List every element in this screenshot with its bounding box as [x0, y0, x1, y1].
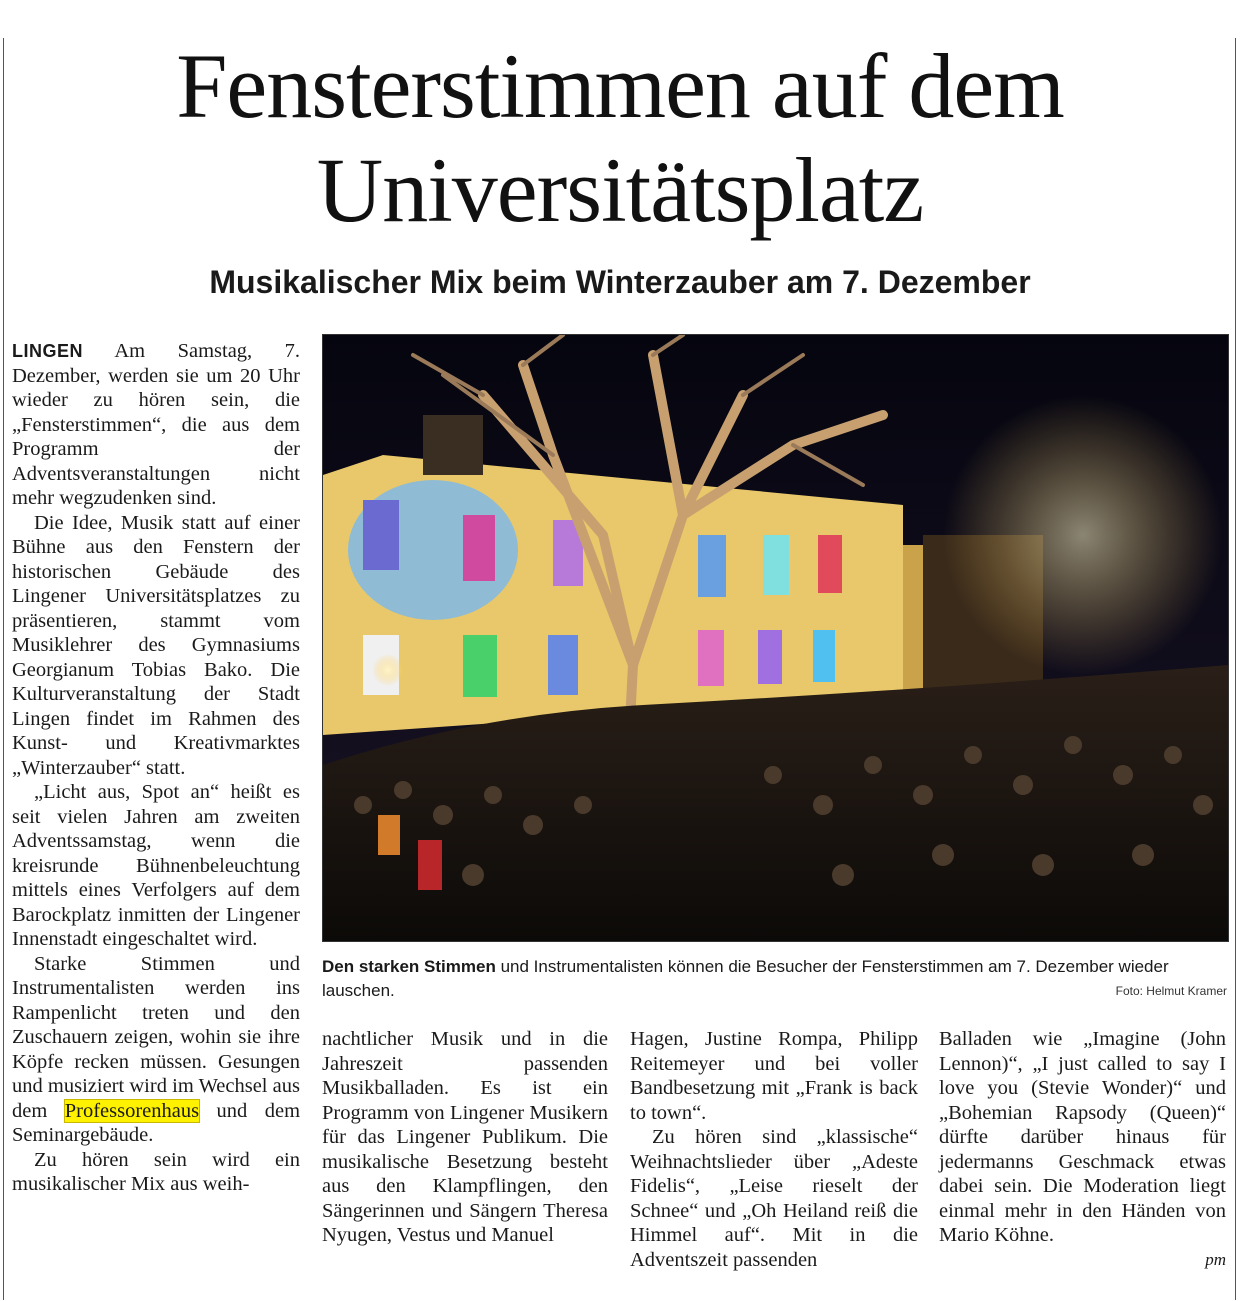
window-5	[763, 535, 789, 595]
paragraph-voices	[12, 952, 300, 1148]
window-10	[698, 630, 724, 686]
photo-credit: Foto: Helmut Kramer	[1115, 984, 1227, 998]
window-8	[463, 635, 497, 697]
text-column-3	[630, 1027, 918, 1272]
window-12	[813, 630, 835, 682]
paragraph-ballads: Balladen wie „Imagine (John Lennon)“, „I just called to say I love you (Stevie Wonder)“ und „Bohemian Rapsody (Queen)“ dürfte darüber hinaus für jedermanns Geschmack etwas dabei sein. Die Moderation liegt einmal mehr in den Händen von Mario Köhne.	[939, 1028, 1226, 1246]
paragraph-voices-end: und dem Seminargebäude.	[12, 1099, 301, 1146]
page-border-right	[1235, 38, 1236, 1300]
headline-line-1: Fensterstimmen auf dem	[176, 35, 1064, 137]
highlighted-word: Professorenhaus	[64, 1099, 200, 1122]
window-1	[363, 500, 399, 570]
paragraph-intro-text: Am Samstag, 7. Dezember, werden sie um 20 Uhr wieder zu hören sein, die „Fensterstimmen“, die aus dem Programm der Adventsveranstaltungen nicht mehr wegzudenken sind.	[12, 340, 301, 509]
paragraph-voices-text: Starke Stimmen und Instrumentalisten werden ins Rampenlicht treten und den Zuschauern zeigen, wohin sie ihre Köpfe recken müssen. Gesungen und musiziert wird im Wechsel aus dem	[12, 952, 300, 1122]
window-4	[698, 535, 726, 597]
paragraph-program: nachtlicher Musik und in die Jahreszeit passenden Musikballaden. Es ist ein Programm von Lingener Musikern für das Lingener Publikum. Die musikalische Besetzung besteht aus den Klampflingen, den Sängerinnen und Sängern Theresa Nyugen, Vestus und Manuel	[322, 1028, 608, 1246]
lamp-1	[372, 654, 404, 686]
building-roof	[423, 415, 483, 475]
paragraph-songs: Zu hören sind „klassische“ Weihnachtslieder über „Adeste Fidelis“, „Leise rieselt der Schnee“ und „Oh Heiland reiß die Himmel auf“. Mit in die Adventszeit passenden	[630, 1126, 918, 1271]
dateline: LINGEN	[12, 341, 84, 361]
event-photo	[322, 334, 1229, 942]
window-9	[548, 635, 578, 695]
photo-illustration	[323, 335, 1228, 941]
window-11	[758, 630, 782, 684]
paragraph-lineup: Hagen, Justine Rompa, Philipp Reitemeyer und bei voller Bandbesetzung mit „Frank is back to town“.	[630, 1028, 918, 1124]
photo-caption	[322, 955, 1227, 1003]
paragraph-idea: Die Idee, Musik statt auf einer Bühne aus den Fenstern der historischen Gebäude des Lingener Universitätsplatzes zu präsentieren, stammt vom Musiklehrer des Gymnasiums Georgianum Tobias Bako. Die Kulturveranstaltung der Stadt Lingen findet im Rahmen des Kunst- und Kreativmarktes „Winterzauber“ statt.	[12, 511, 300, 779]
text-column-1	[12, 339, 300, 1197]
paragraph-spot: „Licht aus, Spot an“ heißt es seit vielen Jahren am zweiten Adventssamstag, wenn die kreisrunde Bühnenbeleuchtung mittels eines Verfolgers auf dem Barockplatz inmitten der Lingener Innenstadt eingeschaltet wird.	[12, 781, 300, 950]
paragraph-intro	[12, 339, 300, 511]
headline-line-2: Universitätsplatz	[316, 139, 924, 241]
text-column-4	[939, 1027, 1226, 1272]
subheadline: Musikalischer Mix beim Winterzauber am 7. Dezember	[209, 264, 1031, 300]
window-6	[818, 535, 842, 593]
text-column-2	[322, 1027, 608, 1248]
page-border-left	[3, 38, 4, 1300]
author-initials: pm	[1205, 1249, 1226, 1269]
headline	[20, 34, 1220, 242]
paragraph-mix: Zu hören sein wird ein musikalischer Mix aus weih-	[12, 1148, 300, 1195]
caption-lead: Den starken Stimmen	[322, 957, 496, 976]
red-jacket-person	[418, 840, 442, 890]
caption-text: und Instrumentalisten können die Besucher der Fensterstimmen am 7. Dezember wieder lauschen.	[322, 957, 1169, 1000]
tree-lights	[943, 395, 1223, 675]
window-2	[463, 515, 495, 581]
orange-jacket-person	[378, 815, 400, 855]
